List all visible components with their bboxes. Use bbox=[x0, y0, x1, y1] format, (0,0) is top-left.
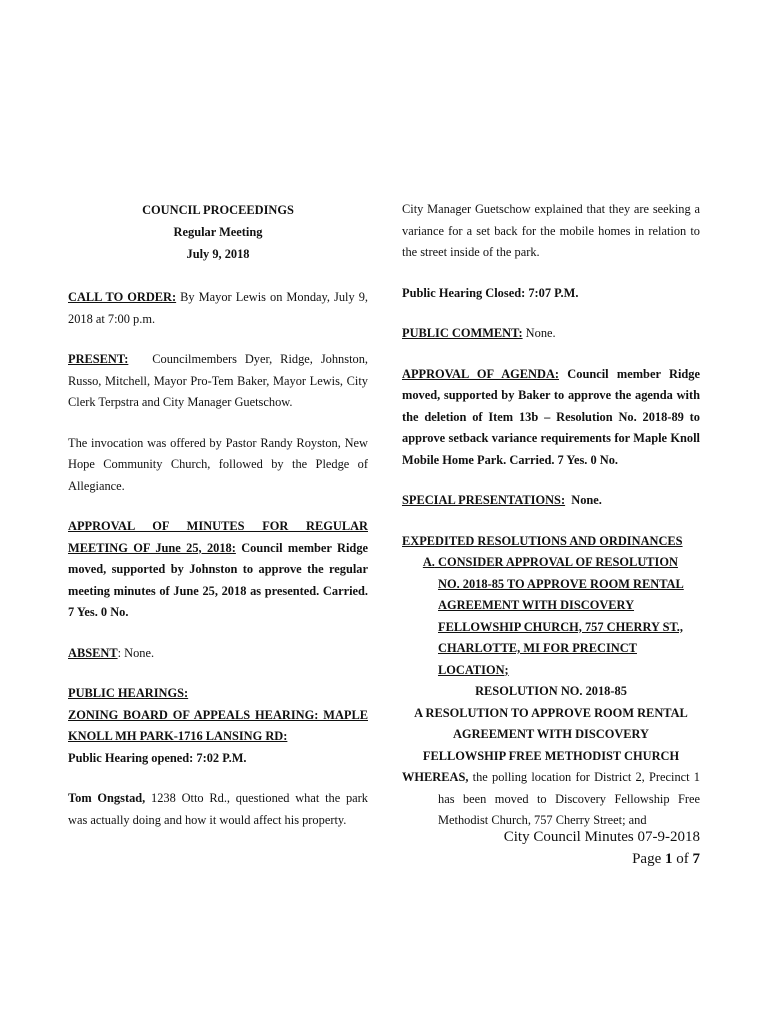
page-number: Page 1 of 7 bbox=[632, 851, 700, 867]
public-hearings-section bbox=[68, 683, 368, 769]
expedited-heading: EXPEDITED RESOLUTIONS AND ORDINANCES bbox=[402, 533, 683, 548]
hearing-closed: Public Hearing Closed: 7:07 P.M. bbox=[402, 285, 579, 300]
public-comment-label: PUBLIC COMMENT: bbox=[402, 326, 523, 340]
ongstad-text: 1238 Otto Rd., questioned what the park was actually doing and how it would affect his property. bbox=[68, 791, 368, 827]
ongstad-paragraph bbox=[68, 788, 368, 831]
approval-agenda-label: APPROVAL OF AGENDA: bbox=[402, 366, 560, 381]
call-to-order-text: By Mayor Lewis on Monday, July 9, 2018 at 7:00 p.m. bbox=[68, 290, 369, 326]
special-presentations-text: None. bbox=[565, 493, 602, 507]
approval-agenda-text: Council member Ridge moved, supported by Baker to approve the agenda with the deletion of Item 13b – Resolution No. 2018-89 to approve setback variance requirements for Maple Knoll Mobile Home Park. Carried. 7 Yes. 0 No. bbox=[402, 366, 700, 467]
whereas-paragraph bbox=[402, 767, 700, 832]
ongstad-name: Tom Ongstad, bbox=[68, 791, 146, 805]
whereas-label: WHEREAS, bbox=[402, 770, 469, 784]
absent-label: ABSENT bbox=[68, 645, 118, 660]
absent-paragraph bbox=[68, 643, 368, 665]
meeting-type: Regular Meeting bbox=[173, 225, 263, 239]
resolution-number: RESOLUTION NO. 2018-85 bbox=[475, 684, 627, 698]
resolution-title: A RESOLUTION TO APPROVE ROOM RENTAL AGREEMENT WITH DISCOVERY FELLOWSHIP FREE METHODIST CHURCH bbox=[414, 705, 688, 763]
item-a-text: CONSIDER APPROVAL OF RESOLUTION NO. 2018-85 TO APPROVE ROOM RENTAL AGREEMENT WITH DISCOVERY FELLOWSHIP CHURCH, 757 CHERRY ST., CHARLOTTE, MI FOR PRECINCT LOCATION; bbox=[438, 555, 684, 677]
public-comment-text: None. bbox=[522, 326, 556, 340]
present-label: PRESENT: bbox=[68, 352, 129, 366]
call-to-order-label: CALL TO ORDER: bbox=[68, 290, 177, 304]
title-block bbox=[68, 199, 368, 265]
public-comment-paragraph bbox=[402, 323, 700, 345]
footer-minutes-label: City Council Minutes 07-9-2018 bbox=[503, 829, 700, 845]
whereas-text: the polling location for District 2, Precinct 1 has been moved to Discovery Fellowship Free Methodist Church, 757 Cherry Street; and bbox=[438, 770, 700, 827]
invocation-paragraph: The invocation was offered by Pastor Randy Royston, New Hope Community Church, followed by the Pledge of Allegiance. bbox=[68, 435, 368, 493]
special-presentations-label: SPECIAL PRESENTATIONS: bbox=[402, 493, 566, 507]
public-hearings-label: PUBLIC HEARINGS: bbox=[68, 686, 189, 700]
right-column bbox=[402, 199, 700, 832]
left-column bbox=[68, 199, 372, 850]
special-presentations-paragraph bbox=[402, 490, 700, 512]
hearing-opened: Public Hearing opened: 7:02 P.M. bbox=[68, 750, 247, 765]
approval-minutes-text: Council member Ridge moved, supported by Johnston to approve the regular meeting minutes of June 25, 2018 as presented. Carried. 7 Yes. 0 No. bbox=[68, 540, 369, 619]
meeting-date: July 9, 2018 bbox=[186, 247, 250, 261]
expedited-section bbox=[402, 531, 700, 832]
approval-agenda-paragraph bbox=[402, 364, 700, 472]
page-footer bbox=[504, 826, 700, 870]
manager-paragraph: City Manager Guetschow explained that they are seeking a variance for a set back for the mobile homes in relation to the street inside of the park. bbox=[402, 202, 700, 259]
approval-minutes-paragraph bbox=[68, 516, 368, 624]
approval-minutes-label: APPROVAL OF MINUTES FOR REGULAR MEETING OF June 25, 2018: bbox=[68, 519, 368, 555]
call-to-order-paragraph bbox=[68, 287, 368, 330]
present-text: Councilmembers Dyer, Ridge, Johnston, Russo, Mitchell, Mayor Pro-Tem Baker, Mayor Lewis, City Clerk Terpstra and City Manager Guetschow. bbox=[68, 352, 372, 409]
expedited-item-a bbox=[402, 552, 700, 681]
zoning-hearing-heading: ZONING BOARD OF APPEALS HEARING: MAPLE KNOLL MH PARK-1716 LANSING RD: bbox=[68, 707, 368, 743]
present-paragraph bbox=[68, 349, 372, 414]
page-title: COUNCIL PROCEEDINGS bbox=[142, 203, 294, 217]
item-a-label: A. bbox=[422, 555, 435, 569]
absent-text: : None. bbox=[117, 645, 155, 660]
